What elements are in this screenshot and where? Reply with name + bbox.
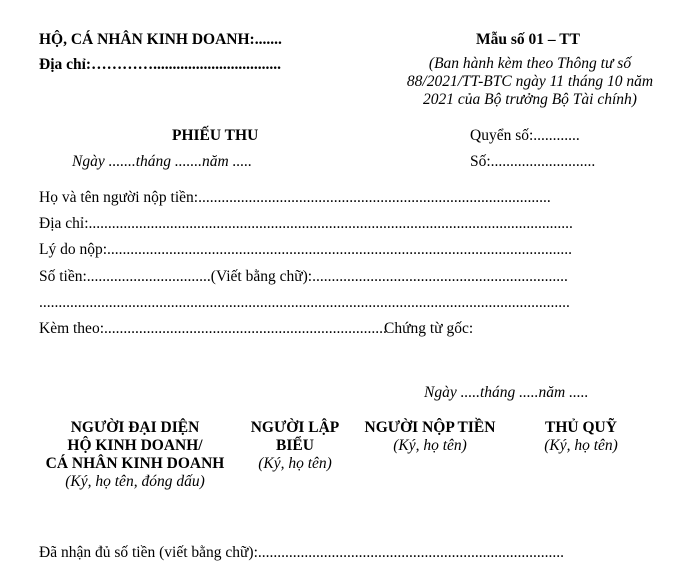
book-number-field: Quyển số:............ <box>470 127 580 144</box>
signature-title-line: NGƯỜI LẬP <box>250 419 340 436</box>
signature-block-preparer <box>240 419 350 473</box>
signature-date-line: Ngày .....tháng .....năm ..... <box>424 384 589 401</box>
payer-address-field: Địa chỉ:............................................................................................................................. <box>39 215 573 232</box>
signature-note: (Ký, họ tên) <box>258 455 332 472</box>
business-name-label: HỘ, CÁ NHÂN KINH DOANH:....... <box>39 31 282 48</box>
reason-field: Lý do nộp:........................................................................................................................ <box>39 241 573 258</box>
signature-note: (Ký, họ tên) <box>393 437 467 454</box>
signature-title-line: HỘ KINH DOANH/ <box>67 437 203 454</box>
legal-basis <box>380 55 680 109</box>
signature-title-line: NGƯỜI NỘP TIỀN <box>364 419 496 436</box>
business-address-label: Địa chỉ:…………................................. <box>39 56 281 73</box>
signature-block-payer <box>355 419 505 455</box>
signature-note: (Ký, họ tên, đóng dấu) <box>65 473 205 490</box>
received-amount-field: Đã nhận đủ số tiền (viết bằng chữ):............................................................................... <box>39 544 565 561</box>
legal-basis-line-3: 2021 của Bộ trưởng Bộ Tài chính) <box>423 91 637 108</box>
document-title: PHIẾU THU <box>172 127 259 144</box>
amount-continuation-line: ......................................................................................................................................... <box>39 294 570 311</box>
signature-title-line: BIỂU <box>276 437 314 454</box>
signature-block-representative <box>30 419 240 491</box>
legal-basis-line-2: 88/2021/TT-BTC ngày 11 tháng 10 năm <box>406 73 654 90</box>
form-number: Mẫu số 01 – TT <box>476 31 580 48</box>
signature-title-line: NGƯỜI ĐẠI DIỆN <box>70 419 200 436</box>
attachments-field: Kèm theo:......................................................................... <box>39 320 387 337</box>
signature-note: (Ký, họ tên) <box>544 437 618 454</box>
original-documents-field: Chứng từ gốc: <box>384 320 474 337</box>
signature-block-cashier <box>526 419 636 455</box>
legal-basis-line-1: (Ban hành kèm theo Thông tư số <box>428 55 632 72</box>
signature-title-line: THỦ QUỸ <box>545 419 617 436</box>
payer-name-field: Họ và tên người nộp tiền:........................................................................................... <box>39 189 551 206</box>
date-line: Ngày .......tháng .......năm ..... <box>72 153 252 170</box>
amount-field: Số tiền:................................(Viết bằng chữ):.................................................................. <box>39 268 568 285</box>
signature-title-line: CÁ NHÂN KINH DOANH <box>45 455 225 472</box>
receipt-number-field: Số:........................... <box>470 153 596 170</box>
